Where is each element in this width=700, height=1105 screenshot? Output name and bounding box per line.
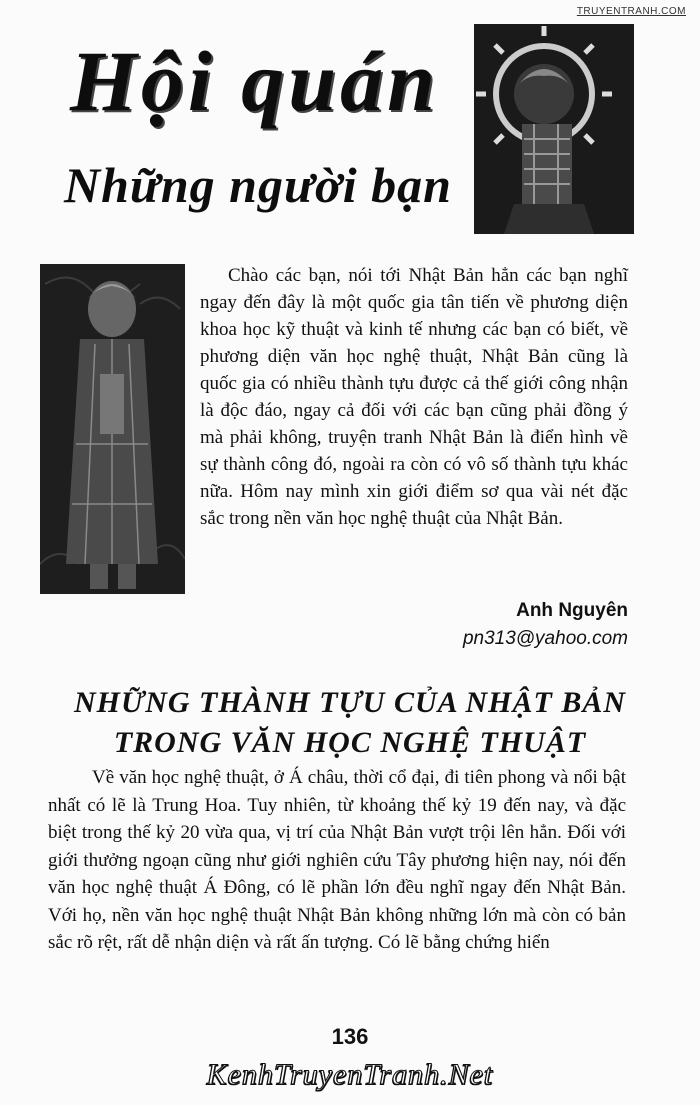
author-name: Anh Nguyên bbox=[516, 600, 628, 621]
page-number: 136 bbox=[331, 1024, 369, 1049]
watermark-bottom-text: KenhTruyenTranh.Net bbox=[206, 1058, 494, 1091]
author-email: pn313@yahoo.com bbox=[462, 628, 628, 649]
manga-character-illustration-left bbox=[40, 264, 185, 594]
section-heading-line2: TRONG VĂN HỌC NGHỆ THUẬT bbox=[113, 726, 587, 759]
intro-paragraph: Chào các bạn, nói tới Nhật Bản hẳn các bạn nghĩ ngay đến đây là một quốc gia tân tiến về phương diện khoa học kỹ thuật và kinh tế nhưng các bạn có biết, về phương diện văn học nghệ thuật, Nhật Bản cũng là quốc gia có nhiều thành tựu được cả thế giới công nhận là độc đáo, ngay cả đối với các bạn cũng phải đồng ý mà phải không, truyện tranh Nhật Bản là điển hình về sự thành công đó, ngoài ra còn có vô số thành tựu khác nữa. Hôm nay mình xin giới điểm sơ qua vài nét đặc sắc trong nền văn học nghệ thuật của Nhật Bản. bbox=[200, 265, 628, 529]
section-heading-line1: NHỮNG THÀNH TỰU CỦA NHẬT BẢN bbox=[73, 686, 627, 719]
watermark-top-text: TRUYENTRANH.COM bbox=[576, 6, 686, 17]
page-title: Hội quán bbox=[70, 33, 439, 129]
page-subtitle: Những người bạn bbox=[64, 157, 452, 213]
manga-character-illustration-top bbox=[474, 24, 634, 234]
body-paragraph: Về văn học nghệ thuật, ở Á châu, thời cổ đại, đi tiên phong và nổi bật nhất có lẽ là Trung Hoa. Tuy nhiên, từ khoảng thế kỷ 19 đến nay, và đặc biệt trong thế kỷ 20 vừa qua, vị trí của Nhật Bản vượt trội lên hẳn. Đối với giới thưởng ngoạn cũng như giới nghiên cứu Tây phương hiện nay, nói đến văn học nghệ thuật Á Đông, có lẽ phần lớn đều nghĩ ngay đến Nhật Bản. Với họ, nền văn học nghệ thuật Nhật Bản không những lớn mà còn có bản sắc rõ rệt, rất dễ nhận diện và rất ấn tượng. Có lẽ bằng chứng hiển bbox=[48, 767, 626, 953]
